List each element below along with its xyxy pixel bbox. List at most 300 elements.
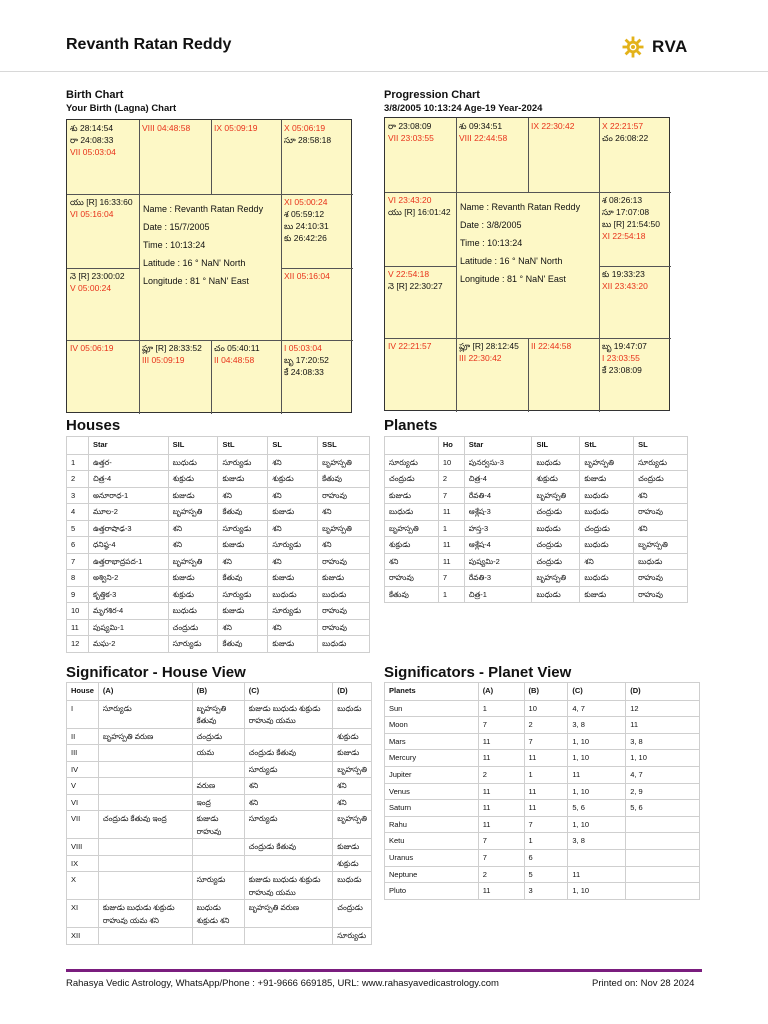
table-cell	[464, 471, 532, 488]
chart-house-cell	[211, 120, 281, 194]
table-cell-text: 1	[71, 457, 76, 467]
table-cell	[626, 717, 700, 734]
planet-position: శ 08:26:13	[602, 195, 643, 205]
table-row	[385, 537, 688, 554]
table-cell	[478, 800, 524, 817]
table-cell	[318, 603, 370, 620]
table-cell	[244, 928, 333, 945]
table-row	[385, 717, 700, 734]
table-cell	[532, 471, 580, 488]
table-cell-text: బుధుడు	[584, 540, 609, 549]
table-cell-text: బుధుడు	[337, 875, 362, 885]
table-cell-text: బుధుడు	[272, 589, 297, 599]
table-cell-text: రాహువు	[322, 490, 347, 500]
table-cell	[626, 800, 700, 817]
table-cell-text: కుజుడు	[272, 639, 295, 648]
table-cell	[192, 728, 244, 745]
table-cell	[438, 487, 464, 504]
table-cell	[192, 745, 244, 762]
table-cell-text: రాహువు	[638, 507, 663, 516]
table-cell-text: బృహస్పతి	[337, 814, 367, 824]
table-row	[385, 816, 700, 833]
table-cell-text: 10	[71, 606, 80, 615]
table-cell-text: అశ్విని-2	[92, 573, 119, 582]
planet-position: ప్లూ [R] 28:12:45	[459, 341, 519, 351]
table-cell-text: V	[71, 781, 77, 791]
table-cell-text: కేతువు	[389, 589, 409, 599]
table-cell-text: శని	[638, 490, 648, 500]
table-cell	[532, 520, 580, 537]
birth-chart-subtitle: Your Birth (Lagna) Chart	[66, 103, 177, 114]
birth-detail-line: Latitude : 16 ° NaN' North	[460, 256, 563, 266]
table-cell	[268, 454, 318, 471]
table-cell-text: 7	[528, 736, 533, 746]
table-cell	[634, 454, 688, 471]
planet-position: రా 23:08:09	[388, 121, 432, 131]
planet-position: ప్లూ [R] 28:33:52	[142, 343, 202, 353]
chart-house-cell	[456, 118, 528, 192]
table-cell-text: Jupiter	[389, 769, 412, 779]
table-cell-text: ఇంద్ర	[196, 797, 211, 807]
table-cell	[634, 586, 688, 603]
table-cell-text: 6	[71, 540, 76, 549]
table-cell	[192, 872, 244, 900]
table-cell	[532, 586, 580, 603]
table-cell-text: 11	[442, 540, 451, 549]
chart-house-cell	[281, 120, 353, 194]
table-cell-text: 5, 6	[630, 803, 643, 813]
table-cell	[98, 839, 192, 856]
table-row	[67, 745, 372, 762]
table-cell	[532, 487, 580, 504]
table-row	[385, 570, 688, 587]
table-cell-text: అనూరాధ-1	[92, 490, 129, 500]
table-cell-text: చంద్రుడు	[196, 731, 223, 741]
table-cell	[580, 570, 634, 587]
table-cell-text: 5	[528, 869, 533, 879]
table-cell	[67, 504, 89, 521]
house-cusp-degree: I 05:03:04	[284, 343, 322, 353]
progression-chart-subtitle: 3/8/2005 10:13:24 Age-19 Year-2024	[384, 103, 543, 114]
table-cell-text: 1, 10	[630, 753, 647, 763]
table-cell-text: ఉత్తరాషాఢ-3	[92, 523, 132, 533]
table-cell	[67, 855, 99, 872]
table-cell	[67, 900, 99, 928]
table-row	[67, 728, 372, 745]
column-header: (B)	[192, 683, 244, 701]
table-cell	[333, 839, 372, 856]
table-cell-text: చంద్రుడు	[536, 556, 562, 566]
table-cell-text: సూర్యుడు	[638, 457, 667, 467]
table-cell-text: శని	[272, 457, 282, 467]
table-row	[385, 553, 688, 570]
table-cell-text: శుక్రుడు	[389, 540, 411, 549]
table-cell-text: సూర్యుడు	[222, 523, 252, 533]
table-cell	[532, 504, 580, 521]
table-cell-text: రేవతి-3	[468, 573, 492, 582]
column-header: StL	[580, 437, 634, 455]
table-cell	[98, 700, 192, 728]
table-cell	[438, 504, 464, 521]
table-cell	[88, 471, 168, 488]
birth-detail-line: Longitude : 81 ° NaN' East	[460, 274, 566, 284]
column-header: Planets	[385, 683, 479, 701]
table-cell	[244, 811, 333, 839]
table-cell-text: సూర్యుడు	[272, 606, 302, 615]
house-cusp-degree: II 22:44:58	[531, 341, 572, 351]
chart-house-cell	[385, 338, 456, 412]
planet-position: బు 24:10:31	[284, 221, 329, 231]
house-cusp-degree: VII 23:03:55	[388, 133, 434, 143]
table-cell	[333, 728, 372, 745]
table-row	[385, 849, 700, 866]
house-cusp-degree: I 23:03:55	[602, 353, 640, 363]
table-cell	[168, 520, 218, 537]
house-cusp-degree: VI 23:43:20	[388, 195, 432, 205]
table-cell-text: XI	[71, 903, 79, 913]
chart-house-cell	[281, 268, 353, 340]
table-cell-text: కుజుడు	[337, 748, 360, 758]
table-cell	[333, 900, 372, 928]
table-cell	[568, 750, 626, 767]
table-cell-text: బుధుడు	[389, 507, 414, 516]
table-row	[67, 761, 372, 778]
table-cell-text: శని	[272, 523, 282, 533]
table-cell	[524, 800, 568, 817]
table-cell-text: 3	[71, 490, 76, 500]
column-header: (D)	[626, 683, 700, 701]
table-cell	[634, 487, 688, 504]
table-cell	[385, 800, 479, 817]
column-header	[385, 437, 439, 455]
column-header: SSL	[318, 437, 370, 455]
table-cell-text: చంద్రుడు	[536, 507, 562, 516]
table-cell	[568, 766, 626, 783]
planet-position: యు [R] 16:01:42	[388, 207, 451, 217]
table-cell	[192, 928, 244, 945]
table-cell	[244, 872, 333, 900]
table-cell-text: 3, 8	[630, 736, 643, 746]
table-cell-text: బుధుడు	[337, 703, 362, 713]
table-cell-text: శని	[222, 556, 232, 566]
table-cell	[524, 849, 568, 866]
table-cell	[385, 883, 479, 900]
table-cell-text: శుక్రుడు	[337, 858, 359, 868]
chart-house-cell	[528, 118, 599, 192]
table-cell	[318, 520, 370, 537]
table-cell	[634, 537, 688, 554]
column-header: (A)	[478, 683, 524, 701]
table-cell	[218, 520, 268, 537]
table-row	[67, 839, 372, 856]
table-cell	[192, 700, 244, 728]
chart-house-cell	[599, 192, 671, 266]
table-cell-text: కేతువు	[322, 474, 342, 483]
table-row	[385, 833, 700, 850]
table-cell	[88, 553, 168, 570]
chart-house-cell	[67, 340, 139, 414]
table-cell	[268, 586, 318, 603]
table-cell	[333, 811, 372, 839]
table-cell	[524, 750, 568, 767]
column-header: (A)	[98, 683, 192, 701]
table-cell-text: 11	[528, 803, 537, 813]
table-cell	[88, 454, 168, 471]
table-cell-text: 1	[528, 836, 533, 846]
table-cell-text: Moon	[389, 720, 408, 730]
table-cell-text: 11	[482, 736, 491, 746]
table-header-row	[67, 437, 370, 455]
table-cell-text: 12	[630, 703, 639, 713]
table-cell	[318, 471, 370, 488]
table-cell-text: 7	[528, 819, 533, 829]
table-cell	[318, 504, 370, 521]
table-cell-text: VI	[71, 797, 79, 807]
table-cell	[244, 700, 333, 728]
table-cell-text: శని	[337, 781, 347, 791]
house-cusp-degree: IX 05:09:19	[214, 123, 258, 133]
column-header: (D)	[333, 683, 372, 701]
table-cell-text: 11	[482, 753, 491, 763]
table-row	[67, 504, 370, 521]
column-header: SL	[634, 437, 688, 455]
table-cell	[168, 619, 218, 636]
table-row	[67, 928, 372, 945]
table-cell	[98, 855, 192, 872]
table-cell-text: 7	[442, 490, 447, 500]
table-cell	[318, 454, 370, 471]
chart-house-cell	[528, 338, 599, 412]
table-cell	[168, 603, 218, 620]
table-cell-text: చంద్రుడు	[389, 474, 415, 483]
table-cell	[268, 487, 318, 504]
table-cell	[168, 636, 218, 653]
table-cell-text: శుక్రుడు	[337, 731, 359, 741]
table-cell-text: Sun	[389, 703, 403, 713]
table-cell	[385, 816, 479, 833]
chart-house-cell	[67, 268, 139, 340]
chart-house-cell	[139, 120, 211, 194]
table-cell	[634, 471, 688, 488]
table-cell-text: బుధుడు	[536, 589, 561, 599]
table-row	[67, 603, 370, 620]
table-cell-text: బృహస్పతి	[172, 556, 203, 566]
table-cell	[568, 833, 626, 850]
table-cell	[464, 504, 532, 521]
table-cell	[438, 520, 464, 537]
birth-detail-line: Date : 3/8/2005	[460, 220, 522, 230]
table-cell	[385, 586, 439, 603]
table-cell	[385, 733, 479, 750]
table-cell	[385, 471, 439, 488]
table-cell	[580, 471, 634, 488]
table-cell-text: 1	[482, 703, 487, 713]
table-cell-text: చంద్రుడు	[638, 474, 664, 483]
table-cell	[192, 855, 244, 872]
table-cell	[268, 504, 318, 521]
table-cell-text: చంద్రుడు	[337, 903, 363, 913]
progression-chart	[384, 117, 670, 411]
table-row	[67, 778, 372, 795]
table-cell	[333, 761, 372, 778]
table-cell	[67, 636, 89, 653]
house-cusp-degree: IV 22:21:57	[388, 341, 432, 351]
planet-position: బృ 17:20:52	[284, 355, 329, 365]
table-cell-text: సూర్యుడు	[337, 931, 367, 941]
table-cell	[318, 619, 370, 636]
table-cell-text: 7	[482, 720, 487, 730]
table-cell	[626, 750, 700, 767]
table-cell	[464, 553, 532, 570]
table-cell-text: ఆశ్లేష-4	[468, 540, 491, 549]
table-cell-text: చంద్రుడు కేతువు ఇంద్ర	[102, 814, 167, 824]
table-cell	[88, 570, 168, 587]
table-cell	[438, 553, 464, 570]
table-row	[67, 900, 372, 928]
table-cell	[268, 636, 318, 653]
chart-house-cell	[67, 194, 139, 268]
column-header	[67, 437, 89, 455]
table-cell	[532, 553, 580, 570]
table-cell	[568, 717, 626, 734]
house-cusp-degree: IV 05:06:19	[70, 343, 114, 353]
report-title: Revanth Ratan Reddy	[66, 36, 232, 53]
planet-position: నె [R] 23:00:02	[70, 271, 125, 281]
table-cell-text: బుధుడు	[638, 556, 663, 566]
planet-position: యు [R] 16:33:60	[70, 197, 133, 207]
table-cell	[464, 570, 532, 587]
table-cell	[268, 471, 318, 488]
table-cell	[168, 504, 218, 521]
table-cell	[88, 603, 168, 620]
table-cell-text: X	[71, 875, 77, 885]
table-cell-text: III	[71, 748, 78, 758]
column-header: (B)	[524, 683, 568, 701]
table-cell-text: Mars	[389, 736, 406, 746]
house-cusp-degree: XI 22:54:18	[602, 231, 646, 241]
table-cell-text: 2	[482, 769, 487, 779]
table-cell	[626, 849, 700, 866]
planet-position: శు 09:34:51	[459, 121, 503, 131]
table-cell	[626, 816, 700, 833]
table-cell	[192, 794, 244, 811]
table-cell	[88, 487, 168, 504]
table-cell-text: రాహువు యము	[248, 887, 296, 897]
table-cell	[244, 745, 333, 762]
table-cell	[192, 778, 244, 795]
table-cell	[524, 717, 568, 734]
table-cell	[218, 553, 268, 570]
table-cell-text: మఘ-2	[92, 639, 116, 648]
table-cell	[218, 586, 268, 603]
table-cell	[318, 586, 370, 603]
table-cell	[218, 537, 268, 554]
table-cell-text: Uranus	[389, 852, 414, 862]
table-cell-text: శని	[322, 507, 332, 516]
table-cell-text: కేతువు	[196, 716, 217, 725]
table-cell	[634, 553, 688, 570]
table-cell	[580, 504, 634, 521]
chart-house-cell	[385, 266, 456, 338]
table-cell	[568, 800, 626, 817]
table-cell-text: బుధుడు	[584, 507, 609, 516]
table-cell-text: శుక్రుడు	[172, 589, 195, 599]
table-cell-text: కుజుడు	[222, 606, 245, 615]
table-cell-text: 4	[71, 507, 76, 516]
table-cell	[524, 783, 568, 800]
table-cell-text: 1, 10	[572, 886, 590, 896]
birth-detail-line: Time : 10:13:24	[143, 240, 206, 250]
table-cell	[98, 745, 192, 762]
table-cell	[67, 454, 89, 471]
table-cell-text: 10	[442, 457, 452, 467]
chart-house-cell	[211, 340, 281, 414]
table-cell	[268, 520, 318, 537]
table-cell	[532, 454, 580, 471]
table-cell	[98, 900, 192, 928]
table-cell	[385, 783, 479, 800]
chart-house-cell	[67, 120, 139, 194]
table-row	[67, 794, 372, 811]
table-cell-text: శుక్రుడు శని	[196, 915, 230, 925]
table-cell-text: బుధుడు	[584, 573, 609, 582]
table-row	[385, 733, 700, 750]
table-cell	[385, 766, 479, 783]
table-cell	[192, 811, 244, 839]
table-cell-text: కుజుడు	[196, 814, 219, 824]
table-cell	[385, 833, 479, 850]
house-cusp-degree: VIII 22:44:58	[459, 133, 508, 143]
table-cell-text: 11	[442, 507, 451, 516]
table-cell-text: యమ	[196, 748, 215, 758]
table-cell-text: శుక్రుడు	[536, 474, 558, 483]
table-cell	[244, 778, 333, 795]
table-cell	[478, 766, 524, 783]
table-cell-text: 11	[572, 869, 581, 879]
table-cell-text: 7	[482, 836, 487, 846]
table-cell-text: XII	[71, 931, 81, 941]
table-cell-text: బుధుడు	[536, 457, 561, 467]
table-cell-text: హస్త-3	[468, 523, 489, 533]
table-cell-text: బృహస్పతి	[389, 523, 419, 533]
table-row	[385, 471, 688, 488]
table-cell	[318, 553, 370, 570]
table-cell-text: 11	[630, 720, 639, 730]
brand-logo	[622, 36, 688, 58]
sun-gear-icon	[622, 36, 644, 58]
table-cell-text: 11	[528, 786, 537, 796]
table-cell	[478, 816, 524, 833]
table-cell-text: చిత్ర-4	[92, 474, 112, 483]
table-cell-text: కుజుడు	[172, 490, 195, 500]
chart-birth-details	[139, 194, 281, 296]
table-cell	[478, 849, 524, 866]
table-cell	[626, 833, 700, 850]
table-cell	[244, 855, 333, 872]
table-cell	[524, 766, 568, 783]
column-header: (C)	[568, 683, 626, 701]
house-cusp-degree: III 22:30:42	[459, 353, 502, 363]
table-cell	[67, 761, 99, 778]
table-cell-text: కుజుడు బుధుడు శుక్రుడు	[248, 875, 321, 885]
table-cell	[478, 750, 524, 767]
planet-position: కే 24:08:33	[284, 367, 324, 377]
table-row	[67, 872, 372, 900]
table-cell	[568, 783, 626, 800]
table-cell	[88, 504, 168, 521]
table-cell	[244, 761, 333, 778]
table-cell	[626, 783, 700, 800]
